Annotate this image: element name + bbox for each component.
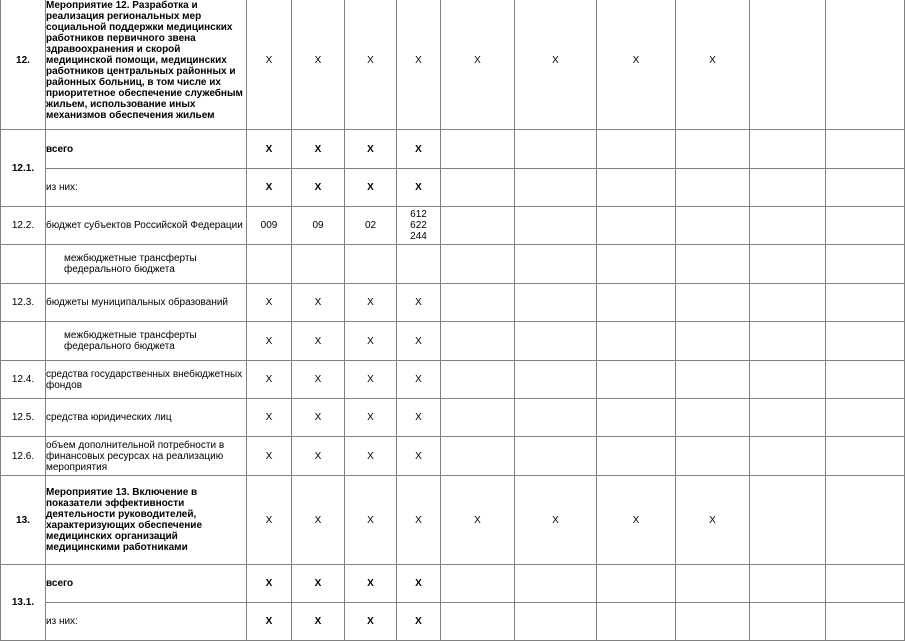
x-mark: X xyxy=(345,603,397,641)
table-row xyxy=(1,399,905,437)
table-row xyxy=(1,476,905,565)
empty-cell xyxy=(597,245,676,284)
empty-cell xyxy=(750,245,826,284)
row-label: бюджет субъектов Российской Федерации xyxy=(46,207,247,245)
empty-cell xyxy=(247,245,292,284)
table-row xyxy=(1,284,905,322)
empty-cell xyxy=(676,169,750,207)
empty-cell xyxy=(441,565,515,603)
subsection-code: 02 xyxy=(345,207,397,245)
empty-cell xyxy=(826,0,905,130)
x-mark: X xyxy=(292,476,345,565)
expense-type-code: 622 xyxy=(410,220,427,231)
row-label: объем дополнительной потребности в финансовых ресурсах на реализацию мероприятия xyxy=(46,437,247,476)
row-label: межбюджетные трансферты федерального бюджета xyxy=(46,245,247,284)
row-number: 13. xyxy=(1,476,46,565)
x-mark: X xyxy=(247,130,292,169)
x-mark: X xyxy=(345,476,397,565)
x-mark: X xyxy=(247,437,292,476)
empty-cell xyxy=(750,361,826,399)
table-row xyxy=(1,565,905,603)
x-mark: X xyxy=(397,361,441,399)
empty-cell xyxy=(750,565,826,603)
x-mark: X xyxy=(397,603,441,641)
x-mark: X xyxy=(345,284,397,322)
empty-cell xyxy=(397,245,441,284)
x-mark: X xyxy=(397,284,441,322)
empty-cell xyxy=(515,207,597,245)
empty-cell xyxy=(441,245,515,284)
expense-type-code: 244 xyxy=(410,231,427,242)
row-label: бюджеты муниципальных образований xyxy=(46,284,247,322)
empty-cell xyxy=(750,284,826,322)
empty-cell xyxy=(750,399,826,437)
empty-cell xyxy=(826,284,905,322)
ministry-code: 009 xyxy=(247,207,292,245)
row-label: межбюджетные трансферты федерального бюджета xyxy=(46,322,247,361)
x-mark: X xyxy=(515,0,597,130)
row-label: всего xyxy=(46,130,247,169)
empty-cell xyxy=(441,361,515,399)
empty-cell xyxy=(345,245,397,284)
empty-cell xyxy=(750,322,826,361)
empty-cell xyxy=(826,565,905,603)
row-number: 13.1. xyxy=(1,565,46,641)
empty-cell xyxy=(826,399,905,437)
empty-cell xyxy=(750,0,826,130)
empty-cell xyxy=(515,437,597,476)
x-mark: X xyxy=(292,322,345,361)
x-mark: X xyxy=(292,437,345,476)
empty-cell xyxy=(676,322,750,361)
empty-cell xyxy=(515,169,597,207)
table-row xyxy=(1,0,905,130)
empty-cell xyxy=(676,130,750,169)
empty-cell xyxy=(826,130,905,169)
empty-cell xyxy=(676,284,750,322)
empty-cell xyxy=(441,437,515,476)
empty-cell xyxy=(676,565,750,603)
empty-cell xyxy=(1,322,46,361)
empty-cell xyxy=(441,603,515,641)
empty-cell xyxy=(597,130,676,169)
x-mark: X xyxy=(515,476,597,565)
empty-cell xyxy=(676,361,750,399)
x-mark: X xyxy=(345,0,397,130)
x-mark: X xyxy=(345,169,397,207)
empty-cell xyxy=(515,322,597,361)
x-mark: X xyxy=(292,169,345,207)
x-mark: X xyxy=(292,361,345,399)
x-mark: X xyxy=(441,476,515,565)
x-mark: X xyxy=(345,130,397,169)
empty-cell xyxy=(441,169,515,207)
row-number: 12.1. xyxy=(1,130,46,207)
row-label: средства юридических лиц xyxy=(46,399,247,437)
x-mark: X xyxy=(247,361,292,399)
row-label: средства государственных внебюджетных фондов xyxy=(46,361,247,399)
empty-cell xyxy=(597,437,676,476)
row-label: из них: xyxy=(46,169,247,207)
empty-cell xyxy=(826,245,905,284)
empty-cell xyxy=(750,169,826,207)
empty-cell xyxy=(597,207,676,245)
x-mark: X xyxy=(247,284,292,322)
x-mark: X xyxy=(397,130,441,169)
x-mark: X xyxy=(397,565,441,603)
row-number: 12.4. xyxy=(1,361,46,399)
x-mark: X xyxy=(292,565,345,603)
x-mark: X xyxy=(247,0,292,130)
empty-cell xyxy=(441,322,515,361)
empty-cell xyxy=(515,603,597,641)
row-label: всего xyxy=(46,565,247,603)
x-mark: X xyxy=(292,399,345,437)
empty-cell xyxy=(750,603,826,641)
expense-type-code: 612 xyxy=(410,209,427,220)
empty-cell xyxy=(441,284,515,322)
x-mark: X xyxy=(345,399,397,437)
empty-cell xyxy=(515,130,597,169)
x-mark: X xyxy=(292,0,345,130)
row-number: 12.5. xyxy=(1,399,46,437)
table-row xyxy=(1,169,905,207)
x-mark: X xyxy=(247,603,292,641)
x-mark: X xyxy=(345,565,397,603)
table-row xyxy=(1,437,905,476)
row-number: 12.6. xyxy=(1,437,46,476)
empty-cell xyxy=(597,603,676,641)
x-mark: X xyxy=(247,169,292,207)
x-mark: X xyxy=(397,476,441,565)
x-mark: X xyxy=(247,476,292,565)
row-number: 12. xyxy=(1,0,46,130)
x-mark: X xyxy=(292,603,345,641)
expense-type-codes xyxy=(397,207,441,245)
empty-cell xyxy=(676,437,750,476)
x-mark: X xyxy=(397,399,441,437)
empty-cell xyxy=(750,437,826,476)
empty-cell xyxy=(441,130,515,169)
empty-cell xyxy=(750,476,826,565)
empty-cell xyxy=(597,361,676,399)
empty-cell xyxy=(826,169,905,207)
x-mark: X xyxy=(397,169,441,207)
row-number: 12.3. xyxy=(1,284,46,322)
table-row xyxy=(1,361,905,399)
x-mark: X xyxy=(676,0,750,130)
empty-cell xyxy=(515,245,597,284)
x-mark: X xyxy=(345,361,397,399)
empty-cell xyxy=(750,130,826,169)
row-number: 12.2. xyxy=(1,207,46,245)
empty-cell xyxy=(826,476,905,565)
empty-cell xyxy=(676,603,750,641)
empty-cell xyxy=(826,437,905,476)
empty-cell xyxy=(597,322,676,361)
x-mark: X xyxy=(292,284,345,322)
empty-cell xyxy=(292,245,345,284)
x-mark: X xyxy=(247,399,292,437)
empty-cell xyxy=(515,284,597,322)
empty-cell xyxy=(441,207,515,245)
table-row xyxy=(1,207,905,245)
x-mark: X xyxy=(676,476,750,565)
measure-title: Мероприятие 13. Включение в показатели эффективности деятельности руководителей, характеризующих обеспечение медицинских организаций медицинскими работниками xyxy=(46,476,247,565)
table-row xyxy=(1,130,905,169)
x-mark: X xyxy=(345,322,397,361)
x-mark: X xyxy=(597,476,676,565)
section-code: 09 xyxy=(292,207,345,245)
empty-cell xyxy=(676,245,750,284)
x-mark: X xyxy=(247,565,292,603)
empty-cell xyxy=(441,399,515,437)
x-mark: X xyxy=(597,0,676,130)
empty-cell xyxy=(597,284,676,322)
row-label: из них: xyxy=(46,603,247,641)
measure-title: Мероприятие 12. Разработка и реализация региональных мер социальной поддержки медицинских работников первичного звена здравоохранения и скорой медицинской помощи, медицинских работников центральных районных и районных больниц, в том числе их приоритетное обеспечение служебным жильем, использование иных механизмов обеспечения жильем xyxy=(46,0,247,130)
empty-cell xyxy=(750,207,826,245)
table-row xyxy=(1,245,905,284)
empty-cell xyxy=(1,245,46,284)
table-row xyxy=(1,322,905,361)
x-mark: X xyxy=(397,322,441,361)
x-mark: X xyxy=(441,0,515,130)
empty-cell xyxy=(676,207,750,245)
x-mark: X xyxy=(397,0,441,130)
empty-cell xyxy=(515,399,597,437)
empty-cell xyxy=(826,361,905,399)
empty-cell xyxy=(826,207,905,245)
empty-cell xyxy=(597,169,676,207)
table-row xyxy=(1,603,905,641)
empty-cell xyxy=(826,603,905,641)
x-mark: X xyxy=(247,322,292,361)
empty-cell xyxy=(597,565,676,603)
empty-cell xyxy=(597,399,676,437)
empty-cell xyxy=(676,399,750,437)
x-mark: X xyxy=(397,437,441,476)
empty-cell xyxy=(826,322,905,361)
x-mark: X xyxy=(345,437,397,476)
empty-cell xyxy=(515,565,597,603)
empty-cell xyxy=(515,361,597,399)
x-mark: X xyxy=(292,130,345,169)
